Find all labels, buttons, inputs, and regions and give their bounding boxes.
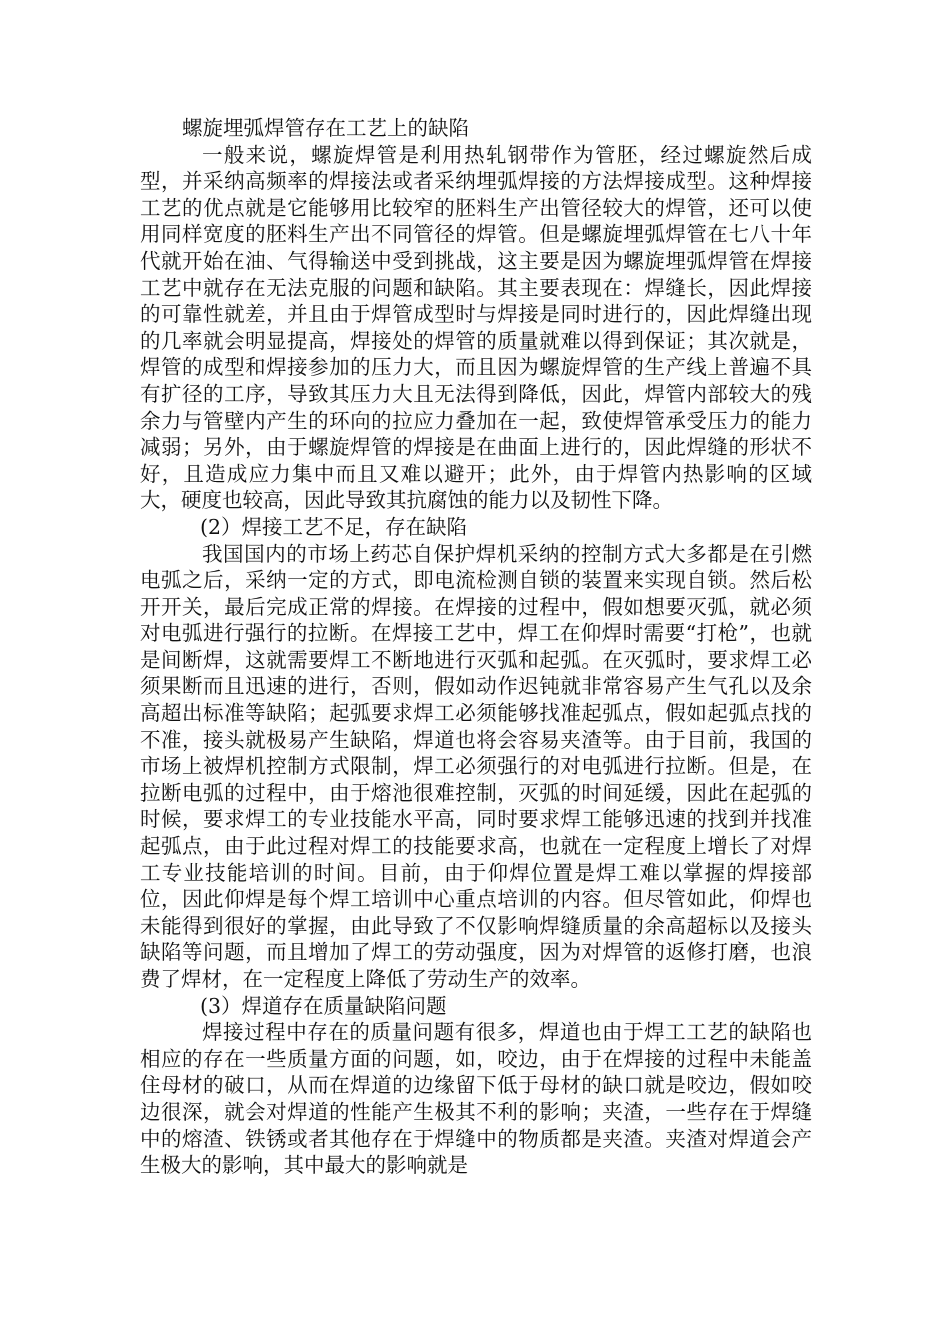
subsection-heading: (2）焊接工艺不足，存在缺陷 <box>200 514 468 539</box>
document-body <box>140 115 812 1179</box>
paragraph: 一般来说，螺旋焊管是利用热轧钢带作为管胚，经过螺旋然后成型，并采纳高频率的焊接法或者采纳埋弧焊接的方法焊接成型。这种焊接工艺的优点就是它能够用比较窄的胚料生产出管径较大的焊管，还可以使用同样宽度的胚料生产出不同管径的焊管。但是螺旋埋弧焊管在七八十年代就开始在油、气得输送中受到挑战，这主要是因为螺旋埋弧焊管在焊接工艺中就存在无法克服的问题和缺陷。其主要表现在：焊缝长，因此焊接的可靠性就差，并且由于焊管成型时与焊接是同时进行的，因此焊缝出现的几率就会明显提高，焊接处的焊管的质量就难以得到保证；其次就是，焊管的成型和焊接参加的压力大，而且因为螺旋焊管的生产线上普遍不具有扩径的工序，导致其压力大且无法得到降低，因此，焊管内部较大的残余力与管壁内产生的环向的拉应力叠加在一起，致使焊管承受压力的能力减弱；另外，由于螺旋焊管的焊接是在曲面上进行的，因此焊缝的形状不好，且造成应力集中而且又难以避开；此外，由于焊管内热影响的区域大，硬度也较高，因此导致其抗腐蚀的能力以及韧性下降。 <box>140 142 812 513</box>
paragraph: 我国国内的市场上药芯自保护焊机采纳的控制方式大多都是在引燃电弧之后，采纳一定的方式，即电流检测自锁的装置来实现自锁。然后松开开关，最后完成正常的焊接。在焊接的过程中，假如想要灭弧，就必须对电弧进行强行的拉断。在焊接工艺中，焊工在仰焊时需要“打枪”，也就是间断焊，这就需要焊工不断地进行灭弧和起弧。在灭弧时，要求焊工必须果断而且迅速的进行，否则，假如动作迟钝就非常容易产生气孔以及余高超出标准等缺陷；起弧要求焊工必须能够找准起弧点，假如起弧点找的不准，接头就极易产生缺陷，焊道也将会容易夹渣等。由于目前，我国的市场上被焊机控制方式限制，焊工必须强行的对电弧进行拉断。但是，在拉断电弧的过程中，由于熔池很难控制，灭弧的时间延缓，因此在起弧的时候，要求焊工的专业技能水平高，同时要求焊工能够迅速的找到并找准起弧点，由于此过程对焊工的技能要求高，也就在一定程度上增长了对焊工专业技能培训的时间。目前，由于仰焊位置是焊工难以掌握的焊接部位，因此仰焊是每个焊工培训中心重点培训的内容。但尽管如此，仰焊也未能得到很好的掌握，由此导致了不仅影响焊缝质量的余高超标以及接头缺陷等问题，而且增加了焊工的劳动强度，因为对焊管的返修打磨，也浪费了焊材，在一定程度上降低了劳动生产的效率。 <box>140 541 812 991</box>
paragraph: 焊接过程中存在的质量问题有很多，焊道也由于焊工工艺的缺陷也相应的存在一些质量方面的问题，如，咬边，由于在焊接的过程中未能盖住母材的破口，从而在焊道的边缘留下低于母材的缺口就是咬边，假如咬边很深，就会对焊道的性能产生极其不利的影响；夹渣，一些存在于焊缝中的熔渣、铁锈或者其他存在于焊缝中的物质都是夹渣。夹渣对焊道会产生极大的影响，其中最大的影响就是 <box>140 1020 812 1178</box>
subsection-heading: (3）焊道存在质量缺陷问题 <box>200 993 447 1018</box>
section-heading: 螺旋埋弧焊管存在工艺上的缺陷 <box>182 116 469 140</box>
